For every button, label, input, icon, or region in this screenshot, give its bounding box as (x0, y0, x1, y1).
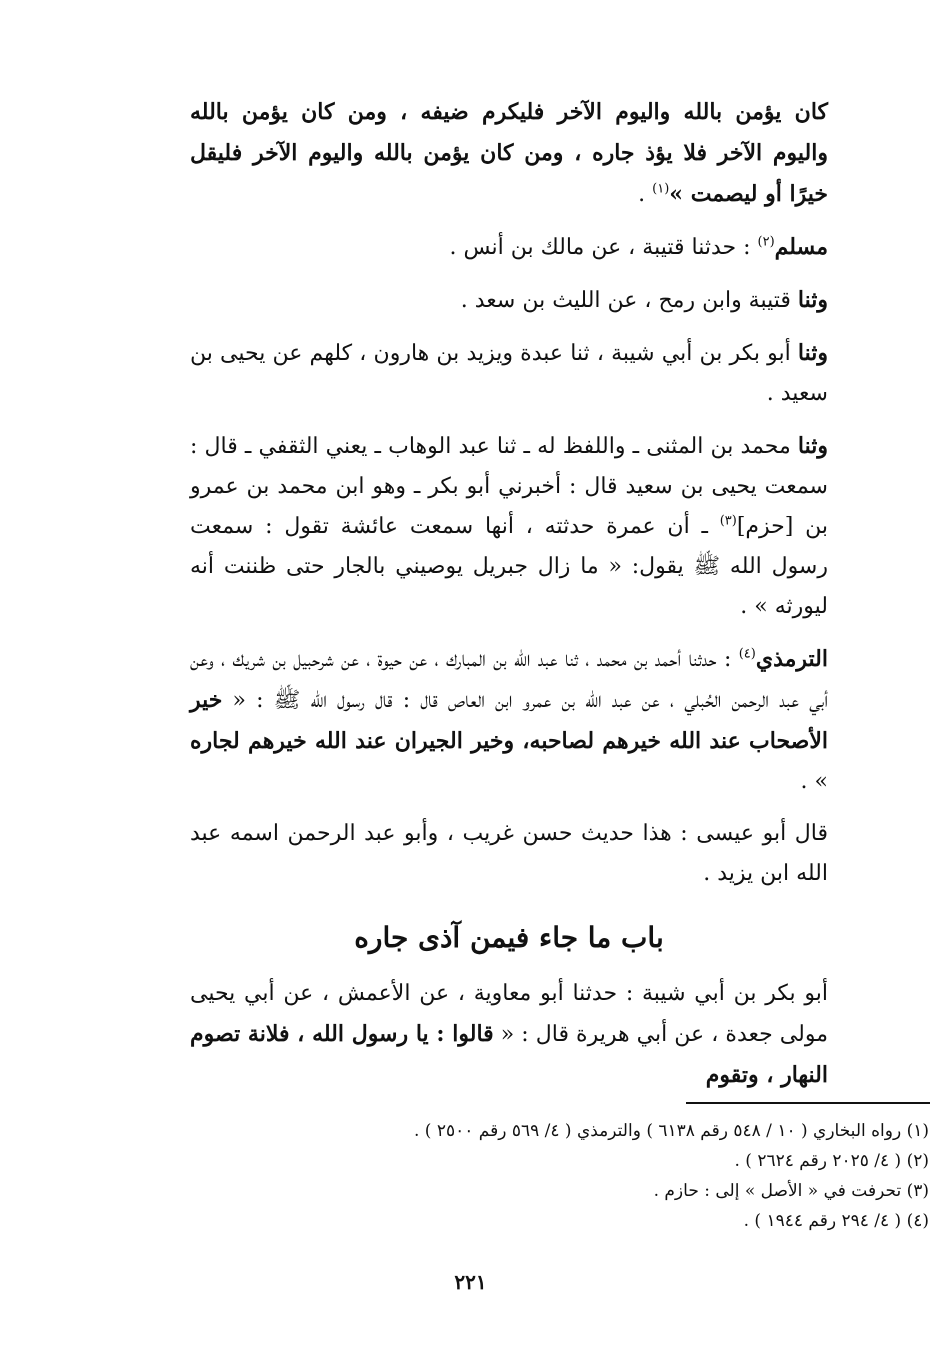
page-number: ٢٢١ (454, 1270, 487, 1294)
footnote-ref: (١) (652, 181, 670, 197)
paragraph-5 (190, 426, 828, 627)
paragraph-2 (190, 227, 828, 268)
paragraph-tail: » . (800, 769, 828, 794)
hadith-text: قالوا : يا رسول الله ، فلانة تصوم النهار ، وتقوم (190, 1021, 828, 1088)
commentary-text: قال أبو عيسى : هذا حديث حسن غريب ، وأبو عبد الرحمن اسمه عبد الله ابن يزيد . (190, 821, 828, 886)
isnad-text: قتيبة وابن رمح ، عن الليث بن سعد . (460, 288, 798, 313)
isnad-text: : حدثنا قتيبة ، عن مالك بن أنس . (449, 235, 758, 260)
source-name: وثنا (797, 433, 828, 459)
paragraph-tail: . (638, 182, 653, 207)
footnotes (240, 1116, 929, 1236)
source-name: وثنا (797, 340, 828, 366)
footnote-ref: (٢) (757, 234, 775, 250)
paragraph-4 (190, 333, 828, 414)
chapter-heading: باب ما جاء فيمن آذى جاره (354, 921, 664, 954)
footnote-divider (686, 1102, 930, 1104)
footnote-3: (٣) تحرفت في « الأصل » إلى : حازم . (653, 1181, 929, 1201)
paragraph-1 (190, 92, 828, 215)
paragraph-6 (190, 639, 828, 802)
source-name: وثنا (797, 287, 828, 313)
footnote-2: (٢) ( ٤/ ٢٠٢٥ رقم ٢٦٢٤ ) . (734, 1151, 929, 1171)
main-text (190, 92, 828, 1108)
footnote-ref: (٤) (738, 646, 756, 662)
footnote-4: (٤) ( ٤/ ٢٩٤ رقم ١٩٤٤ ) . (743, 1211, 929, 1231)
footnote-1: (١) رواه البخاري ( ١٠ / ٥٤٨ رقم ٦١٣٨ ) والترمذي ( ٤/ ٥٦٩ رقم ٢٥٠٠ ) . (413, 1121, 929, 1141)
hadith-text: ـ أن عمرة حدثته ، أنها سمعت عائشة تقول : سمعت رسول الله ﷺ يقول: « ما زال جبريل يوصيني بالجار حتى ظننت أنه ليورثه » . (190, 514, 828, 619)
paragraph-7 (190, 814, 828, 894)
source-name: الترمذي (755, 646, 828, 672)
isnad-text: : حدثنا أحمد بن محمد ، ثنا عبد الله بن المبارك ، عن حيوة ، عن شرحبيل بن شريك ، وعن أبي عبد الرحمن الحُبلي ، عن عبد الله بن عمرو ابن العاص قال : قال رسول الله ﷺ : « (190, 647, 828, 713)
isnad-text: أبو بكر بن أبي شيبة ، ثنا عبدة ويزيد بن هارون ، كلهم عن يحيى بن سعيد . (190, 341, 828, 406)
footnote-ref: (٣) (719, 513, 737, 529)
paragraph-3 (190, 280, 828, 321)
paragraph-8 (190, 974, 828, 1096)
hadith-text: خير الأصحاب عند الله خيرهم لصاحبه، وخير الجيران عند الله خيرهم لجاره (190, 687, 828, 754)
source-name: مسلم (774, 234, 828, 260)
isnad-text: محمد بن المثنى ـ واللفظ له ـ ثنا عبد الوهاب ـ يعني الثقفي ـ قال : سمعت يحيى بن سعيد قال : أخبرني أبو بكر ـ وهو ابن محمد بن عمرو بن [حزم] (190, 434, 828, 539)
isnad-text: أبو بكر بن أبي شيبة : حدثنا أبو معاوية ، عن الأعمش ، عن أبي يحيى مولى جعدة ، عن أبي هريرة قال : « (190, 981, 828, 1047)
hadith-text: كان يؤمن بالله واليوم الآخر فليكرم ضيفه ، ومن كان يؤمن بالله واليوم الآخر فلا يؤذ جاره ، ومن كان يؤمن بالله واليوم الآخر فليقل خيرًا أو ليصمت » (190, 99, 828, 207)
